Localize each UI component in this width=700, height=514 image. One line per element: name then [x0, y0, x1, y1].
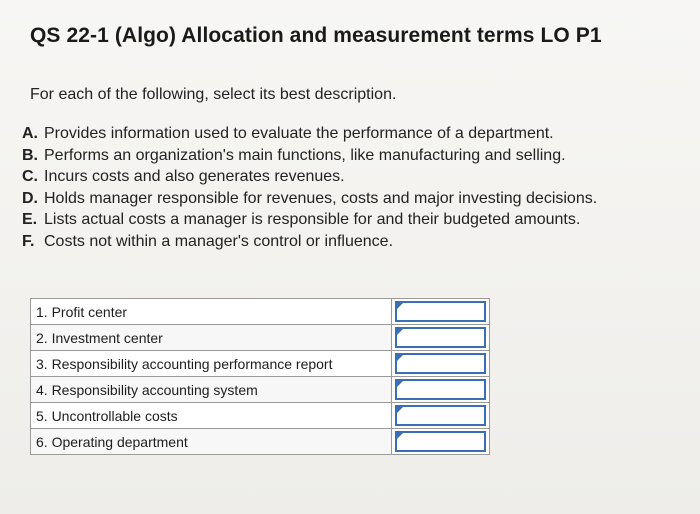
answer-dropdown-5[interactable]	[395, 405, 486, 426]
term-cell: 3. Responsibility accounting performance report	[31, 351, 392, 377]
table-row	[31, 403, 490, 429]
dropdown-corner-icon	[397, 303, 403, 309]
term-cell: 6. Operating department	[31, 429, 392, 455]
answer-cell	[391, 299, 489, 325]
option-e	[22, 209, 597, 231]
term-cell: 5. Uncontrollable costs	[31, 403, 392, 429]
table-row	[31, 429, 490, 455]
answer-dropdown-6[interactable]	[395, 431, 486, 452]
option-text: Costs not within a manager's control or influence.	[44, 232, 394, 250]
option-letter: D.	[22, 189, 38, 207]
term-cell: 1. Profit center	[31, 299, 392, 325]
answer-cell	[391, 403, 489, 429]
answer-cell	[391, 325, 489, 351]
option-f	[22, 231, 597, 253]
description-options-list	[22, 123, 597, 253]
dropdown-corner-icon	[397, 329, 403, 335]
answer-cell	[391, 351, 489, 377]
table-row	[31, 351, 490, 377]
table-row	[31, 299, 490, 325]
dropdown-corner-icon	[397, 381, 403, 387]
question-title: QS 22-1 (Algo) Allocation and measurement terms LO P1	[30, 24, 602, 47]
matching-table	[30, 298, 490, 455]
option-text: Lists actual costs a manager is responsible for and their budgeted amounts.	[44, 211, 581, 229]
answer-dropdown-4[interactable]	[395, 379, 486, 400]
option-c	[22, 166, 597, 188]
option-text: Performs an organization's main functions, like manufacturing and selling.	[44, 146, 566, 164]
term-cell: 2. Investment center	[31, 325, 392, 351]
option-b	[22, 145, 597, 167]
term-cell: 4. Responsibility accounting system	[31, 377, 392, 403]
dropdown-corner-icon	[397, 433, 403, 439]
answer-cell	[391, 377, 489, 403]
option-text: Incurs costs and also generates revenues.	[44, 168, 345, 186]
answer-dropdown-3[interactable]	[395, 353, 486, 374]
table-row	[31, 377, 490, 403]
dropdown-corner-icon	[397, 407, 403, 413]
option-d	[22, 188, 597, 210]
instruction-text: For each of the following, select its best description.	[30, 86, 397, 103]
option-letter: F.	[22, 232, 35, 250]
option-letter: C.	[22, 168, 38, 186]
option-letter: B.	[22, 146, 38, 164]
answer-dropdown-2[interactable]	[395, 327, 486, 348]
answer-cell	[391, 429, 489, 455]
option-letter: A.	[22, 125, 38, 142]
table-row	[31, 325, 490, 351]
option-a	[22, 123, 597, 145]
dropdown-corner-icon	[397, 355, 403, 361]
option-text: Provides information used to evaluate the performance of a department.	[44, 125, 554, 142]
option-letter: E.	[22, 211, 38, 229]
option-text: Holds manager responsible for revenues, costs and major investing decisions.	[44, 189, 598, 207]
answer-dropdown-1[interactable]	[395, 301, 486, 322]
